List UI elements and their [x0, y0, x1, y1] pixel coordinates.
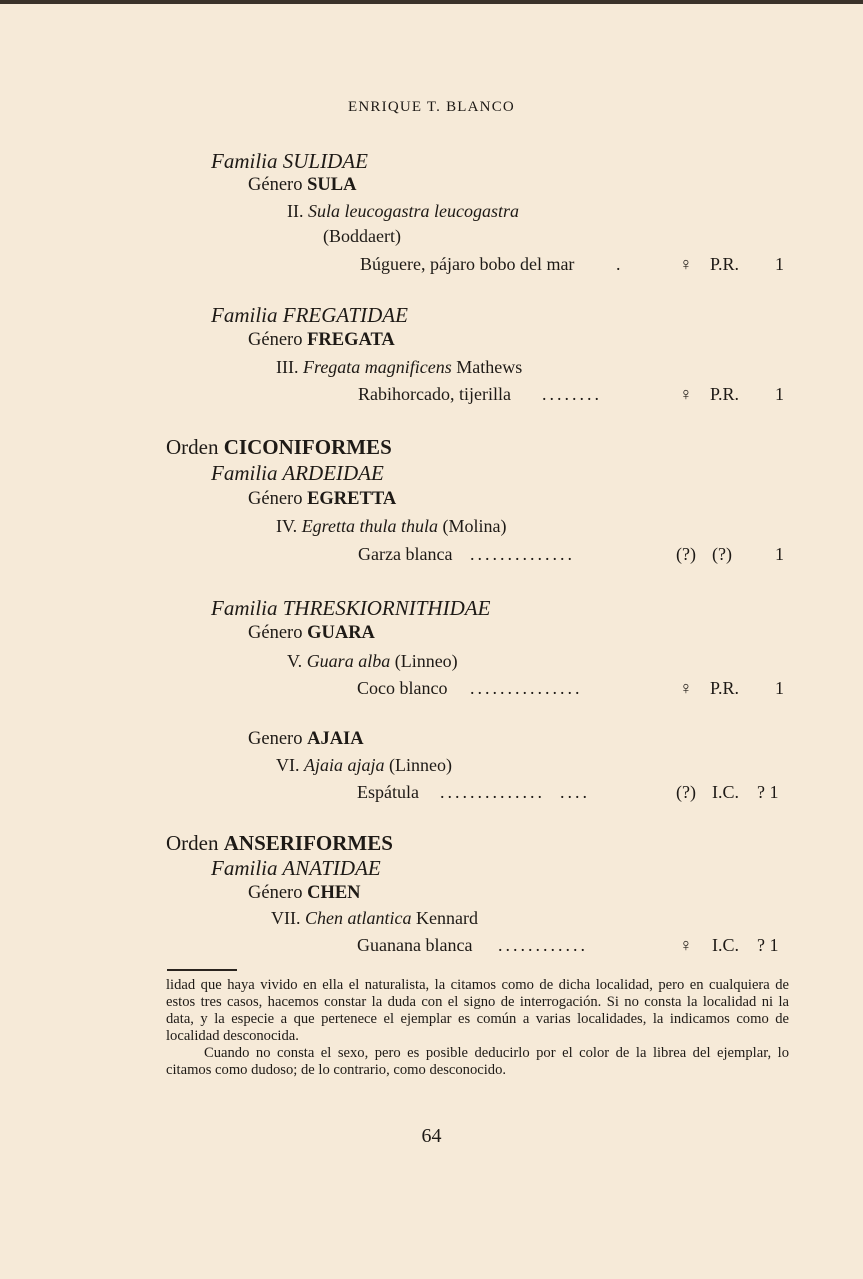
- specimen-count: 1: [775, 678, 784, 698]
- species-number: III.: [276, 357, 299, 377]
- page-number: 64: [421, 1125, 442, 1147]
- common-name: Coco blanco: [357, 678, 448, 698]
- family-heading: [211, 856, 381, 880]
- sex-symbol: ♀: [679, 678, 693, 698]
- genus-name: GUARA: [307, 623, 375, 643]
- status-code: P.R.: [710, 384, 740, 404]
- leader-dots: .: [616, 254, 624, 274]
- family-label: Familia: [211, 461, 278, 485]
- species-line: [276, 514, 507, 538]
- sex-symbol: (?): [676, 544, 696, 564]
- common-name: Garza blanca: [358, 544, 453, 564]
- family-label: Familia: [211, 596, 278, 620]
- species-number: VI.: [276, 755, 300, 775]
- genus-label: Género: [248, 330, 303, 350]
- status-code: (?): [712, 544, 732, 564]
- order-label: Orden: [166, 435, 219, 459]
- specimen-count: 1: [775, 254, 784, 274]
- footnote-rule: [167, 969, 237, 971]
- sex-symbol: ♀: [679, 935, 693, 955]
- family-label: Familia: [211, 149, 278, 173]
- species-author: (Linneo): [389, 755, 452, 775]
- genus-heading: [248, 487, 396, 511]
- family-label: Familia: [211, 856, 278, 880]
- genus-label: Género: [248, 623, 303, 643]
- species-name: Ajaia ajaja: [304, 755, 385, 775]
- genus-heading: [248, 727, 364, 751]
- genus-label: Género: [248, 489, 303, 509]
- family-name: FREGATIDAE: [282, 303, 408, 327]
- species-name: Guara alba: [306, 651, 391, 671]
- genus-heading: [248, 621, 375, 645]
- genus-label: Género: [248, 175, 303, 195]
- species-name: Fregata magnificens: [302, 357, 452, 377]
- family-heading: [211, 461, 384, 485]
- family-name: ARDEIDAE: [282, 461, 384, 485]
- common-name: Espátula: [357, 782, 419, 802]
- genus-name: SULA: [307, 175, 357, 195]
- order-name: CICONIFORMES: [223, 435, 392, 459]
- running-header: ENRIQUE T. BLANCO: [348, 99, 515, 115]
- leader-dots: ........: [542, 384, 602, 404]
- leader-dots: ...............: [470, 678, 583, 698]
- species-author: (Boddaert): [323, 226, 401, 246]
- species-number: V.: [287, 651, 303, 671]
- species-number: II.: [287, 201, 304, 221]
- status-code: P.R.: [710, 254, 740, 274]
- leader-dots: .............. ....: [440, 782, 590, 802]
- specimen-count: 1: [775, 384, 784, 404]
- species-author: Kennard: [416, 908, 478, 928]
- footnote-paragraph: lidad que haya vivido en ella el naturalista, la citamos como de dicha localidad, pero en cualquiera de estos tres casos, hacemos constar la duda con el signo de interrogación. Si no consta la localidad ni la data, y la especie a que pertenece el ejemplar es común a varias localidades, la indicamos como de localidad desconocida.: [166, 977, 789, 1044]
- leader-dots: ..............: [470, 544, 575, 564]
- genus-heading: [248, 173, 356, 197]
- species-name: Chen atlantica: [305, 908, 412, 928]
- family-name: SULIDAE: [282, 149, 368, 173]
- species-author: (Linneo): [394, 651, 458, 671]
- specimen-count: ? 1: [757, 782, 779, 802]
- family-heading: [211, 596, 490, 620]
- family-heading: [211, 303, 408, 327]
- species-line: [271, 906, 478, 930]
- leader-dots: ............: [498, 935, 588, 955]
- genus-name: EGRETTA: [307, 489, 397, 509]
- family-name: ANATIDAE: [282, 856, 381, 880]
- family-heading: [211, 149, 368, 173]
- family-label: Familia: [211, 303, 278, 327]
- species-line: [276, 753, 452, 777]
- sex-symbol: ♀: [679, 384, 693, 404]
- species-name: Sula leucogastra leucogastra: [308, 201, 519, 221]
- sex-symbol: (?): [676, 782, 696, 802]
- common-name: Búguere, pájaro bobo del mar: [360, 254, 575, 274]
- footnote-paragraph: Cuando no consta el sexo, pero es posible deducirlo por el color de la librea del ejemplar, lo citamos como dudoso; de lo contrario, como desconocido.: [166, 1045, 789, 1078]
- species-number: IV.: [276, 516, 298, 536]
- common-name: Guanana blanca: [357, 935, 473, 955]
- genus-label: Género: [248, 883, 303, 903]
- top-edge-line: [0, 0, 863, 4]
- species-line: [287, 199, 519, 223]
- order-heading: [166, 435, 392, 459]
- order-name: ANSERIFORMES: [223, 831, 393, 855]
- genus-name: FREGATA: [307, 330, 395, 350]
- species-author: Mathews: [456, 357, 523, 377]
- family-name: THRESKIORNITHIDAE: [282, 596, 491, 620]
- common-name: Rabihorcado, tijerilla: [358, 384, 511, 404]
- specimen-count: ? 1: [757, 935, 779, 955]
- genus-name: CHEN: [307, 883, 361, 903]
- status-code: P.R.: [710, 678, 740, 698]
- species-line: [287, 649, 458, 673]
- species-author: (Molina): [442, 516, 507, 536]
- status-code: I.C.: [712, 782, 739, 802]
- specimen-count: 1: [775, 544, 784, 564]
- order-heading: [166, 831, 393, 855]
- species-name: Egretta thula thula: [301, 516, 439, 536]
- genus-heading: [248, 328, 395, 352]
- genus-heading: [248, 881, 361, 905]
- species-number: VII.: [271, 908, 301, 928]
- species-line: [276, 355, 522, 379]
- sex-symbol: ♀: [679, 254, 693, 274]
- status-code: I.C.: [712, 935, 739, 955]
- order-label: Orden: [166, 831, 219, 855]
- footnote: [166, 977, 789, 1079]
- genus-label: Genero: [248, 729, 303, 749]
- genus-name: AJAIA: [307, 729, 364, 749]
